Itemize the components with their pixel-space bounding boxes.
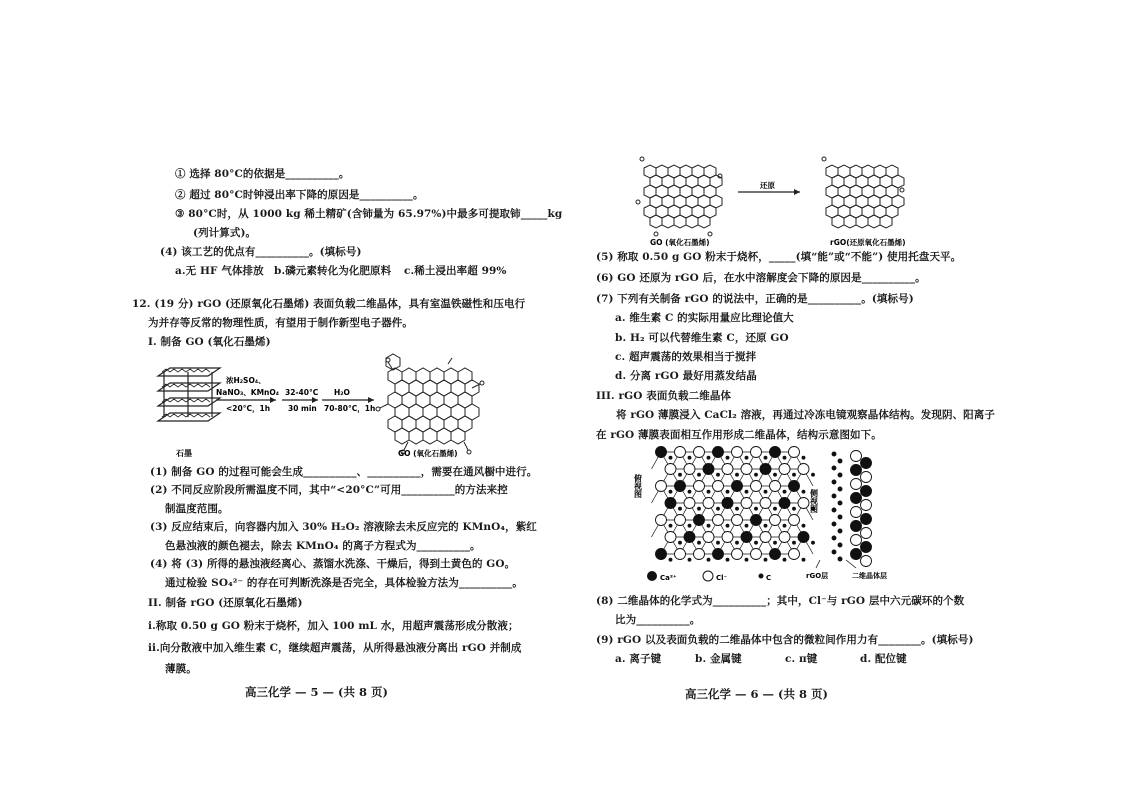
lattice-atom [713,447,724,458]
lattice-atom [694,515,705,526]
lattice-atom [656,515,667,526]
lattice-atom [732,447,743,458]
lattice-atom [751,481,762,492]
lattice-atom [798,532,809,543]
lattice-atom [760,498,771,509]
lattice-atom [838,501,842,505]
lattice-atom [783,490,786,493]
lattice-atom [861,514,872,525]
lattice-atom [755,541,758,544]
left-page-footer: 高三化学 — 5 — (共 8 页) [245,685,388,699]
lattice-atom [726,490,729,493]
lattice-atom [694,549,705,560]
lattice-atom [688,558,691,561]
lattice-atom [703,532,714,543]
lattice-atom [851,451,862,462]
lattice-atom [832,508,836,512]
lattice-atom [764,456,767,459]
q12-p9-c: c. π键 [785,653,818,665]
lattice-atom [741,532,752,543]
lattice-atom [745,490,748,493]
lattice-atom [656,549,667,560]
lattice-atom [770,549,781,560]
q11-opt-c: c.稀土浸出率超 99% [404,265,507,277]
lattice-atom [832,494,836,498]
q12-p8b: 比为__________。 [615,614,701,626]
q12-p8-intro2: 在 rGO 薄膜表面相互作用形成二维晶体，结构示意图如下。 [596,429,882,441]
go-small-label: GO (氧化石墨烯) [650,238,710,247]
lattice-atom [656,447,667,458]
lattice-atom [832,522,836,526]
lattice-atom [851,521,862,532]
reduction-arrow-label: 还原 [760,181,775,190]
lattice-atom [832,550,836,554]
lattice-atom [745,456,748,459]
go-reduction-figure [630,148,930,250]
lattice-atom [722,532,733,543]
water-text: H₂O [334,388,350,397]
lattice-atom [688,456,691,459]
q11-sub2: ② 超过 80°C时钟浸出率下降的原因是__________。 [175,189,424,201]
lattice-atom [726,456,729,459]
lattice-atom [665,464,676,475]
rgo-layer-label: rGO层 [806,572,829,580]
lattice-atom [802,524,805,527]
lattice-atom [779,532,790,543]
lattice-atom [802,558,805,561]
crystal-structure-figure [616,444,926,588]
legend-cl: Cl⁻ [716,574,728,582]
lattice-atom [812,473,815,476]
lattice-atom [802,490,805,493]
lattice-atom [838,473,842,477]
lattice-atom [783,456,786,459]
lattice-atom [789,515,800,526]
lattice-atom [745,524,748,527]
lattice-atom [789,447,800,458]
lattice-atom [679,507,682,510]
q12-p7-c: c. 超声震荡的效果相当于搅拌 [615,351,757,363]
q12-p7-b: b. H₂ 可以代替维生素 C，还原 GO [615,332,789,344]
lattice-atom [703,498,714,509]
condition-text-3: 70-80°C，1h [324,404,376,413]
q12-p9-d: d. 配位键 [860,653,907,665]
q12-intro1: 12. (19 分) rGO (还原氧化石墨烯) 表面负载二维晶体，具有室温铁磁性和压电行 [132,298,526,310]
lattice-atom [751,549,762,560]
lattice-atom [736,507,739,510]
lattice-atom [679,541,682,544]
right-page-footer: 高三化学 — 6 — (共 8 页) [685,687,828,701]
lattice-atom [861,556,872,567]
q11-sub3-cont: (列计算式)。 [193,227,257,239]
lattice-atom [717,507,720,510]
lattice-atom [851,549,862,560]
lattice-atom [707,558,710,561]
lattice-atom [717,541,720,544]
top-view-lattice-image [652,447,815,562]
lattice-atom [684,532,695,543]
lattice-atom [694,447,705,458]
rgo-structure-image [822,157,904,228]
right-page [560,0,1123,794]
q12-p2a: (2) 不同反应阶段所需温度不同，其中“<20°C”可用__________的方法来控 [150,484,508,496]
lattice-atom [770,481,781,492]
lattice-atom [669,456,672,459]
lattice-atom [832,536,836,540]
lattice-atom [675,515,686,526]
lattice-atom [838,515,842,519]
lattice-atom [688,490,691,493]
lattice-atom [745,558,748,561]
lattice-atom [760,532,771,543]
go-synthesis-figure [148,350,488,462]
lattice-atom [764,524,767,527]
lattice-atom [707,490,710,493]
lattice-atom [851,465,862,476]
lattice-atom [793,473,796,476]
lattice-atom [861,472,872,483]
lattice-atom [764,490,767,493]
q11-opt-a: a.无 HF 气体排放 [175,265,264,277]
lattice-atom [755,507,758,510]
q12-intro2: 为并存等反常的物理性质，有望用于制作新型电子器件。 [148,317,413,329]
lattice-atom [798,498,809,509]
lattice-atom [793,541,796,544]
q12-step-i: ⅰ.称取 0.50 g GO 粉末于烧杯，加入 100 mL 水，用超声震荡形成分散液； [148,620,519,632]
lattice-atom [838,557,842,561]
lattice-atom [779,498,790,509]
lattice-atom [736,473,739,476]
lattice-atom [665,498,676,509]
q12-section1: I. 制备 GO (氧化石墨烯) [148,336,271,348]
q12-p8-intro1: 将 rGO 薄膜浸入 CaCl₂ 溶液，再通过冷冻电镜观察晶体结构。发现阴、阳离子 [616,409,995,421]
lattice-atom [760,464,771,475]
lattice-atom [698,541,701,544]
lattice-atom [793,507,796,510]
lattice-atom [669,490,672,493]
lattice-atom [698,473,701,476]
lattice-atom [783,524,786,527]
q11-sub3: ③ 80°C时，从 1000 kg 稀土精矿(含铈量为 65.97%)中最多可提取铈_____kg [175,208,563,220]
side-view-image [832,451,872,567]
q12-p9: (9) rGO 以及表面负载的二维晶体中包含的微粒间作用力有________。(填标号) [596,634,974,646]
q12-p6: (6) GO 还原为 rGO 后，在水中溶解度会下降的原因是__________。 [596,272,926,284]
lattice-atom [832,452,836,456]
q11-4: (4) 该工艺的优点有__________。(填标号) [160,246,362,258]
reagent-text-1: 浓H₂SO₄、 [226,376,266,385]
lattice-atom [732,549,743,560]
lattice-atom [669,524,672,527]
q12-p9-b: b. 金属键 [695,653,742,665]
side-view-label: 侧视图 [809,489,819,513]
lattice-atom [861,542,872,553]
lattice-atom [722,498,733,509]
lattice-atom [732,515,743,526]
lattice-atom [798,464,809,475]
graphite-layers-image [158,368,220,421]
lattice-atom [770,515,781,526]
crystal-layer-label: 二维晶体层 [852,572,887,580]
lattice-atom [851,507,862,518]
q12-p2b: 制温度范围。 [165,503,229,515]
legend-c: C [766,574,772,582]
lattice-atom [774,507,777,510]
lattice-atom [665,532,676,543]
lattice-atom [698,507,701,510]
lattice-atom [861,486,872,497]
lattice-atom [774,473,777,476]
q12-p4a: (4) 将 (3) 所得的悬浊液经离心、蒸馏水洗涤、干燥后，得到土黄色的 GO。 [150,558,516,570]
lattice-atom [707,524,710,527]
lattice-atom [832,480,836,484]
legend [647,571,771,582]
lattice-atom [774,541,777,544]
lattice-atom [669,558,672,561]
lattice-atom [751,447,762,458]
lattice-atom [783,558,786,561]
lattice-atom [707,456,710,459]
lattice-atom [741,498,752,509]
lattice-atom [675,447,686,458]
lattice-atom [726,558,729,561]
lattice-atom [838,543,842,547]
q12-step-ii-b: 薄膜。 [165,663,197,675]
lattice-atom [779,464,790,475]
lattice-atom [764,558,767,561]
lattice-atom [789,549,800,560]
q12-section3: III. rGO 表面负载二维晶体 [596,390,732,402]
lattice-atom [741,464,752,475]
time-text-2: 30 min [288,404,317,413]
legend-ca: Ca²⁺ [660,574,677,582]
q12-step-ii-a: ⅱ.向分散液中加入维生素 C，继续超声震荡，从所得悬浊液分离出 rGO 并制成 [148,642,522,654]
lattice-atom [861,458,872,469]
lattice-atom [656,481,667,492]
q12-p3a: (3) 反应结束后，向容器内加入 30% H₂O₂ 溶液除去未反应完的 KMnO₄，紫红 [150,521,537,533]
q12-p7-a: a. 维生素 C 的实际用量应比理论值大 [615,312,794,324]
lattice-atom [684,498,695,509]
lattice-atom [675,481,686,492]
q12-p9-a: a. 离子键 [615,653,662,665]
reagent-text-2: NaNO₃、KMnO₄ [216,388,280,397]
lattice-atom [802,456,805,459]
lattice-atom [736,541,739,544]
lattice-atom [751,515,762,526]
rgo-label: rGO(还原氧化石墨烯) [830,238,906,247]
q12-p8a: (8) 二维晶体的化学式为__________；其中，Cl⁻与 rGO 层中六元碳环的个数 [596,595,965,607]
lattice-atom [713,549,724,560]
lattice-atom [812,541,815,544]
q12-p7-d: d. 分离 rGO 最好用蒸发结晶 [615,370,757,382]
lattice-atom [851,493,862,504]
q12-p3b: 色悬浊液的颜色褪去，除去 KMnO₄ 的离子方程式为__________。 [165,540,481,552]
lattice-atom [755,473,758,476]
lattice-atom [732,481,743,492]
condition-text-1: <20°C，1h [226,404,271,413]
q12-p5: (5) 称取 0.50 g GO 粉末于烧杯，_____(填“能”或“不能”) 使用托盘天平。 [596,251,962,263]
q12-p7: (7) 下列有关制备 rGO 的说法中，正确的是__________。(填标号) [596,293,914,305]
lattice-atom [861,500,872,511]
lattice-atom [688,524,691,527]
lattice-atom [675,549,686,560]
lattice-atom [703,464,714,475]
lattice-atom [717,473,720,476]
lattice-atom [713,481,724,492]
graphite-label: 石墨 [176,449,192,458]
lattice-atom [722,464,733,475]
lattice-atom [832,466,836,470]
lattice-atom [838,529,842,533]
go-label: GO (氧化石墨烯) [398,449,458,458]
q12-p4b: 通过检验 SO₄²⁻ 的存在可判断洗涤是否完全，具体检验方法为__________。 [165,577,523,589]
lattice-atom [679,473,682,476]
q12-p1: (1) 制备 GO 的过程可能会生成__________、__________，需要在通风橱中进行。 [150,466,538,478]
go-structure-small-image [636,157,722,236]
lattice-atom [838,459,842,463]
lattice-atom [789,481,800,492]
lattice-atom [770,447,781,458]
lattice-atom [684,464,695,475]
lattice-atom [838,487,842,491]
lattice-atom [726,524,729,527]
lattice-atom [713,515,724,526]
top-view-label: 俯视图 [633,474,643,498]
lattice-atom [694,481,705,492]
temp-text-2: 32-40°C [285,388,319,397]
q11-sub1: ① 选择 80°C的依据是__________。 [175,168,350,180]
q12-section2: II. 制备 rGO (还原氧化石墨烯) [148,597,303,609]
lattice-atom [851,535,862,546]
lattice-atom [861,528,872,539]
q11-opt-b: b.磷元素转化为化肥原料 [274,265,392,277]
lattice-atom [851,479,862,490]
